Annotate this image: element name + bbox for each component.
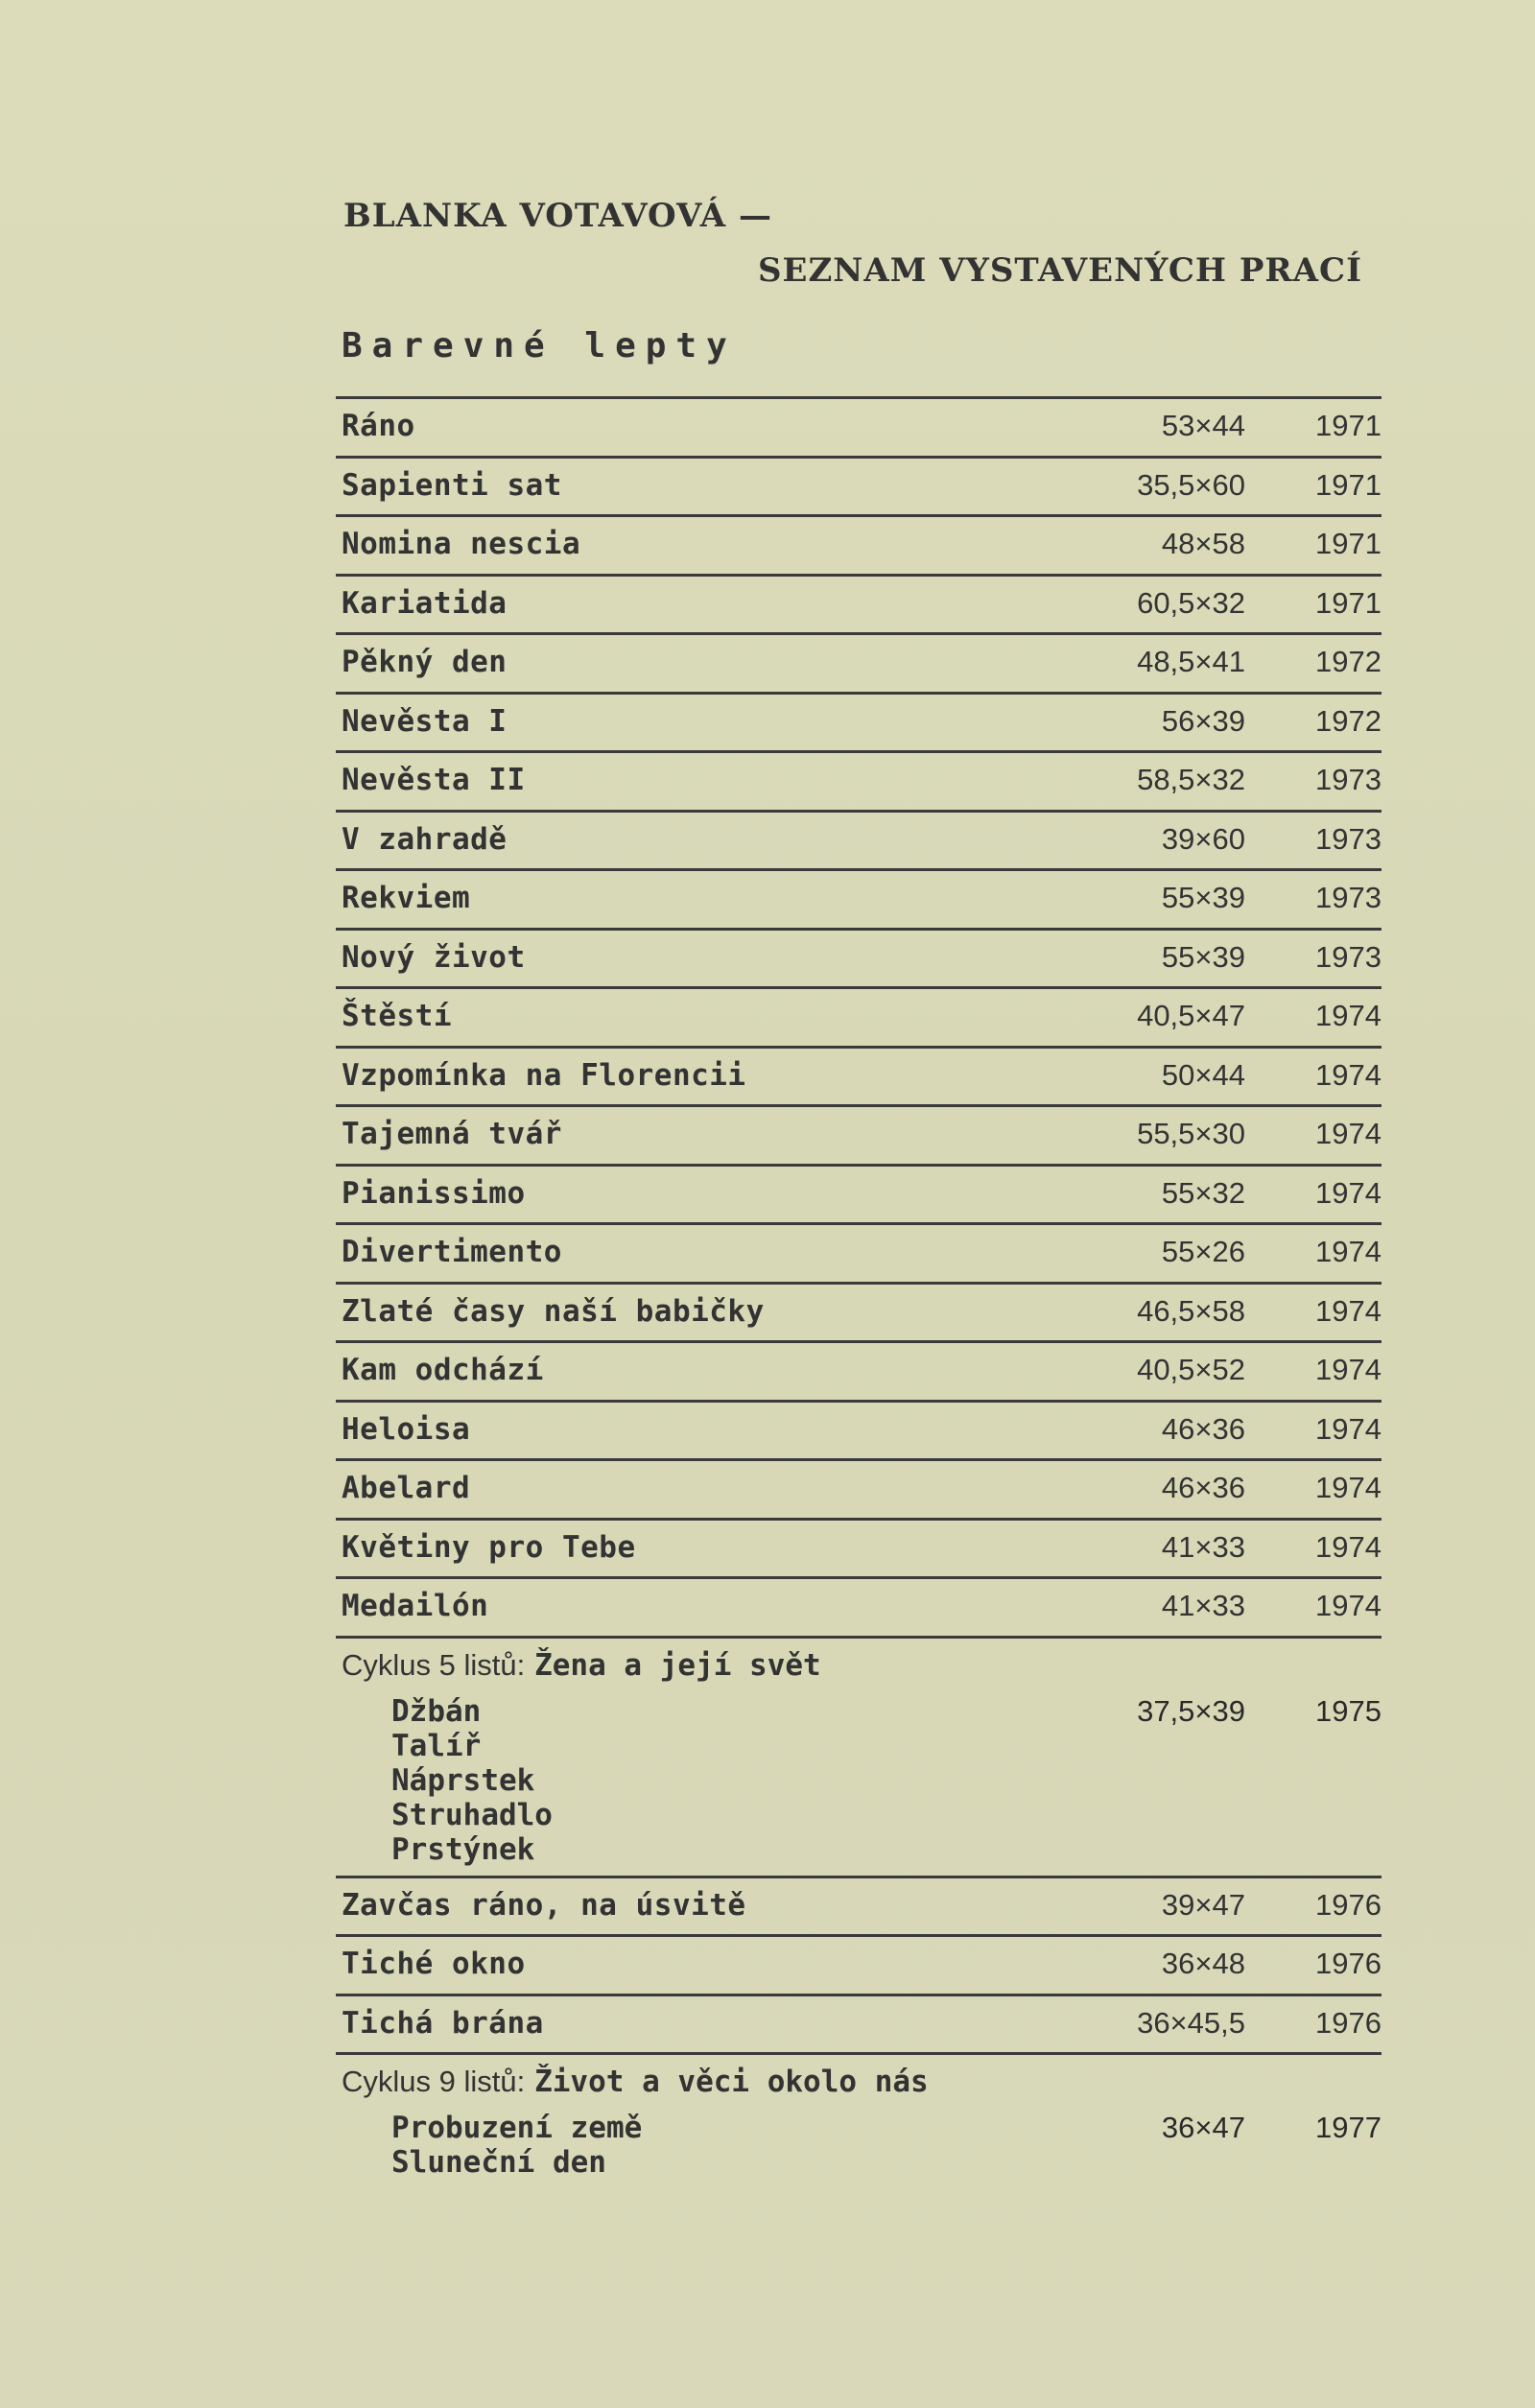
- work-year: 1972: [1315, 645, 1382, 678]
- work-year: 1976: [1315, 1887, 1382, 1922]
- work-title: Tiché okno: [342, 1947, 526, 1981]
- table-row: [336, 1576, 1382, 1636]
- table-row: [336, 986, 1382, 1046]
- work-title: Abelard: [342, 1471, 471, 1505]
- cycle-label: Cyklus 5 listů:: [342, 1647, 526, 1682]
- work-dimensions: 56×39: [1161, 703, 1245, 738]
- table-row: [336, 1934, 1382, 1994]
- table-row: [336, 396, 1382, 456]
- work-title: Zlaté časy naší babičky: [342, 1293, 765, 1329]
- cycle-dimensions: 36×47: [1161, 2111, 1245, 2144]
- work-year: 1971: [1315, 585, 1382, 620]
- table-row: [336, 1104, 1382, 1164]
- works-rows-group-2: [336, 1876, 1382, 2053]
- work-dimensions: 46,5×58: [1137, 1293, 1245, 1328]
- work-year: 1974: [1315, 1057, 1382, 1092]
- work-dimensions: 46×36: [1161, 1471, 1245, 1504]
- work-year: 1974: [1315, 1529, 1382, 1564]
- works-rows-group-1: [336, 396, 1382, 1636]
- work-title: Medailón: [342, 1589, 489, 1623]
- table-row: [336, 1400, 1382, 1459]
- work-year: 1972: [1315, 703, 1382, 738]
- work-dimensions: 55×32: [1161, 1175, 1245, 1210]
- table-row: [336, 1994, 1382, 2053]
- work-year: 1971: [1315, 527, 1382, 560]
- work-year: 1973: [1315, 821, 1382, 856]
- work-dimensions: 48,5×41: [1137, 645, 1245, 678]
- work-title: Nevěsta II: [342, 763, 526, 797]
- work-title: Nevěsta I: [342, 703, 508, 739]
- table-row: [336, 750, 1382, 810]
- table-row: [336, 1340, 1382, 1400]
- work-dimensions: 55×26: [1161, 1235, 1245, 1268]
- cycle-year: 1977: [1315, 2111, 1382, 2144]
- cycle-item: Prstýnek: [391, 1831, 535, 1867]
- work-year: 1974: [1315, 1117, 1382, 1150]
- work-title: Štěstí: [342, 999, 452, 1033]
- cycle-item: Probuzení země: [391, 2111, 643, 2145]
- cycle-item: Sluneční den: [391, 2145, 606, 2180]
- work-dimensions: 55,5×30: [1137, 1117, 1245, 1150]
- cycle-item: Džbán: [391, 1693, 482, 1729]
- table-row: [336, 1518, 1382, 1577]
- table-row: [336, 810, 1382, 869]
- cycle-items: [336, 1683, 1382, 1867]
- work-dimensions: 60,5×32: [1137, 585, 1245, 620]
- table-row: [336, 456, 1382, 515]
- cycle-item: Talíř: [391, 1728, 482, 1763]
- work-year: 1974: [1315, 1471, 1382, 1504]
- section-heading: Barevné lepty: [342, 326, 737, 366]
- work-title: Nový život: [342, 939, 526, 975]
- work-title: Heloisa: [342, 1411, 471, 1447]
- work-title: Sapienti sat: [342, 467, 562, 503]
- table-row: [336, 1876, 1382, 1935]
- work-year: 1974: [1315, 1293, 1382, 1328]
- work-dimensions: 55×39: [1161, 939, 1245, 974]
- table-row: [336, 1046, 1382, 1105]
- work-year: 1973: [1315, 881, 1382, 914]
- work-dimensions: 36×45,5: [1137, 2005, 1245, 2040]
- cycle-year: 1975: [1315, 1693, 1382, 1728]
- work-year: 1974: [1315, 1235, 1382, 1268]
- work-title: Ráno: [342, 409, 415, 443]
- work-dimensions: 39×60: [1161, 821, 1245, 856]
- table-row: [336, 868, 1382, 928]
- work-dimensions: 39×47: [1161, 1887, 1245, 1922]
- work-title: Divertimento: [342, 1235, 562, 1269]
- cycle-item: Struhadlo: [391, 1797, 553, 1832]
- work-year: 1974: [1315, 1353, 1382, 1386]
- work-dimensions: 35,5×60: [1137, 467, 1245, 502]
- work-dimensions: 50×44: [1161, 1057, 1245, 1092]
- table-row: [336, 928, 1382, 987]
- list-title: SEZNAM VYSTAVENÝCH PRACÍ: [758, 251, 1363, 290]
- cycle-heading: [336, 1639, 1382, 1683]
- work-year: 1973: [1315, 763, 1382, 796]
- cycle-title: Žena a její svět: [534, 1647, 821, 1683]
- work-title: Květiny pro Tebe: [342, 1529, 636, 1565]
- table-row: [336, 514, 1382, 574]
- work-year: 1976: [1315, 2005, 1382, 2040]
- work-title: Kam odchází: [342, 1353, 544, 1387]
- work-dimensions: 41×33: [1161, 1589, 1245, 1622]
- work-year: 1974: [1315, 1589, 1382, 1622]
- table-row: [336, 1458, 1382, 1518]
- work-title: Nomina nescia: [342, 527, 581, 561]
- work-year: 1974: [1315, 1411, 1382, 1446]
- work-title: Kariatida: [342, 585, 508, 621]
- work-dimensions: 55×39: [1161, 881, 1245, 914]
- table-row: [336, 1222, 1382, 1282]
- work-year: 1976: [1315, 1947, 1382, 1980]
- table-row: [336, 1282, 1382, 1341]
- cycle-dimensions: 37,5×39: [1137, 1693, 1245, 1728]
- work-title: Vzpomínka na Florencii: [342, 1057, 746, 1093]
- table-row: [336, 632, 1382, 692]
- cycle-title: Život a věci okolo nás: [534, 2065, 929, 2099]
- work-title: Pianissimo: [342, 1175, 526, 1211]
- work-dimensions: 46×36: [1161, 1411, 1245, 1446]
- work-dimensions: 41×33: [1161, 1529, 1245, 1564]
- work-title: Tajemná tvář: [342, 1117, 562, 1151]
- author-heading: BLANKA VOTAVOVÁ —: [343, 197, 772, 235]
- cycle-item: Náprstek: [391, 1762, 535, 1798]
- work-title: Pěkný den: [342, 645, 508, 679]
- cycle-block-1: [336, 1636, 1382, 1876]
- work-dimensions: 40,5×52: [1137, 1353, 1245, 1386]
- work-dimensions: 48×58: [1161, 527, 1245, 560]
- work-dimensions: 36×48: [1161, 1947, 1245, 1980]
- work-year: 1974: [1315, 1175, 1382, 1210]
- work-dimensions: 58,5×32: [1137, 763, 1245, 796]
- work-dimensions: 40,5×47: [1137, 999, 1245, 1032]
- cycle-heading: [336, 2055, 1382, 2099]
- cycle-block-2: [336, 2052, 1382, 2196]
- cycle-items: [336, 2099, 1382, 2180]
- work-title: Tichá brána: [342, 2005, 544, 2041]
- work-dimensions: 53×44: [1161, 409, 1245, 442]
- work-year: 1971: [1315, 409, 1382, 442]
- table-row: [336, 692, 1382, 751]
- work-title: Zavčas ráno, na úsvitě: [342, 1887, 746, 1923]
- work-title: V zahradě: [342, 821, 508, 857]
- works-table: [336, 396, 1382, 2196]
- table-row: [336, 1164, 1382, 1223]
- work-title: Rekviem: [342, 881, 471, 915]
- work-year: 1973: [1315, 939, 1382, 974]
- table-row: [336, 574, 1382, 633]
- cycle-label: Cyklus 9 listů:: [342, 2065, 526, 2098]
- work-year: 1971: [1315, 467, 1382, 502]
- work-year: 1974: [1315, 999, 1382, 1032]
